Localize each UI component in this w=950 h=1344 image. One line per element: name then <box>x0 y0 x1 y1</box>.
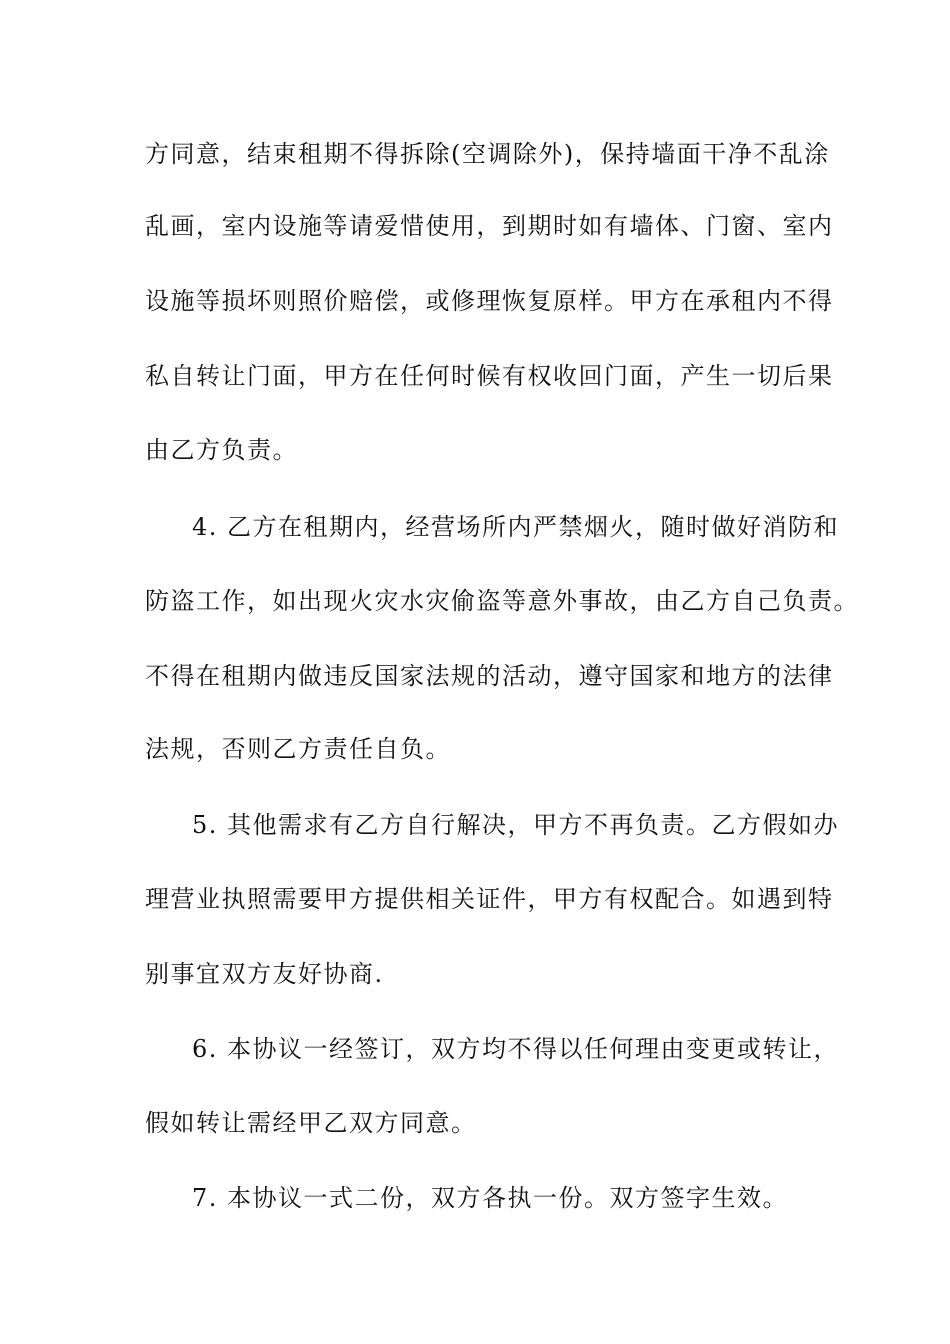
text-line: 法规，否则乙方责任自负。 <box>145 735 451 763</box>
text-line: 理营业执照需要甲方提供相关证件，甲方有权配合。如遇到特 <box>145 885 834 913</box>
clause-5-start: 5. 其他需求有乙方自行解决，甲方不再负责。乙方假如办 <box>192 811 840 839</box>
text-line: 假如转让需经甲乙双方同意。 <box>145 1109 477 1137</box>
text-line: 别事宜双方友好协商. <box>145 960 384 988</box>
text-line: 不得在租期内做违反国家法规的活动，遵守国家和地方的法律 <box>145 662 834 690</box>
text-line: 防盗工作，如出现火灾水灾偷盗等意外事故，由乙方自己负责。 <box>145 587 859 615</box>
clause-6-start: 6. 本协议一经签订，双方均不得以任何理由变更或转让， <box>192 1035 840 1063</box>
clause-7-start: 7. 本协议一式二份，双方各执一份。双方签字生效。 <box>192 1184 789 1212</box>
text-line: 设施等损坏则照价赔偿，或修理恢复原样。甲方在承租内不得 <box>145 287 834 315</box>
text-line: 方同意，结束租期不得拆除(空调除外)，保持墙面干净不乱涂 <box>145 140 830 168</box>
clause-4-start: 4. 乙方在租期内，经营场所内严禁烟火，随时做好消防和 <box>192 513 840 541</box>
text-line: 私自转让门面，甲方在任何时候有权收回门面，产生一切后果 <box>145 362 834 390</box>
text-line: 由乙方负责。 <box>145 436 298 464</box>
text-line: 乱画，室内设施等请爱惜使用，到期时如有墙体、门窗、室内 <box>145 212 834 240</box>
